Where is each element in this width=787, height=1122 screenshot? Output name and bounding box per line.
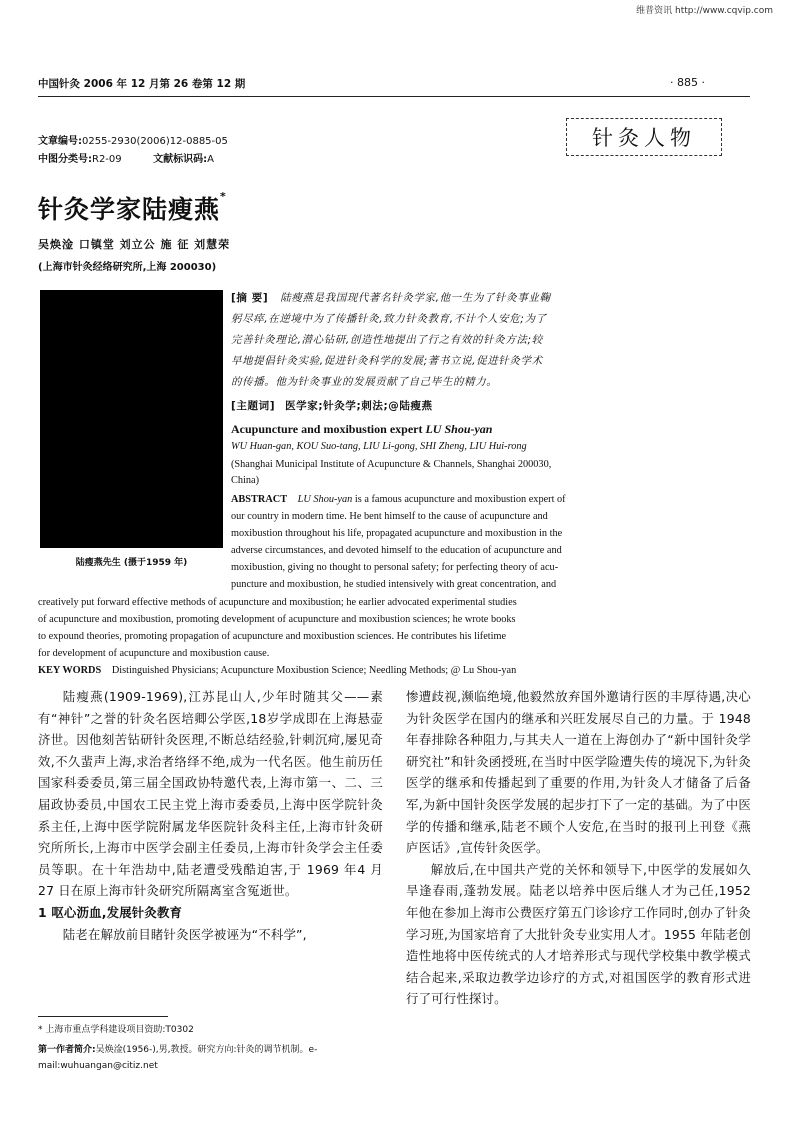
abstract-cn-line: 的传播。他为针灸事业的发展贡献了自己毕生的精力。 [231, 376, 498, 388]
keywords-cn-text: 医学家;针灸学;刺法;@陆瘦燕 [285, 400, 433, 412]
abstract-cn-line: 早地提倡针灸实验,促进针灸科学的发展;著书立说,促进针灸学术 [231, 355, 543, 367]
english-abstract-line: of acupuncture and moxibustion, promoting development of acupuncture and moxibustion sciences; he wrote books [38, 614, 516, 625]
english-keywords-text: Distinguished Physicians; Acupuncture Moxibustion Science; Needling Methods; @ Lu Shou-yan [111, 665, 517, 676]
english-title [231, 423, 492, 435]
authors: 吴焕淦 口镇堂 刘立公 施 征 刘慧荣 [38, 238, 231, 251]
clc-label: 中图分类号: [38, 154, 92, 165]
portrait-photo [40, 290, 223, 548]
doc-code-label: 文献标识码: [153, 154, 208, 165]
english-abstract-label: ABSTRACT [231, 494, 288, 505]
article-number-label: 文章编号: [38, 136, 82, 147]
article-title [38, 190, 227, 226]
body-column-left [38, 686, 383, 945]
english-authors: WU Huan-gan, KOU Suo-tang, LIU Li-gong, SHI Zheng, LIU Hui-rong [231, 441, 527, 452]
english-abstract-line: moxibustion throughout his life, propagated acupuncture and moxibustion in the [231, 528, 563, 539]
footnote-rule [38, 1016, 168, 1017]
english-abstract-line: our country in modern time. He bent himself to the cause of acupuncture and [231, 511, 548, 522]
page-number: · 885 · [670, 76, 705, 89]
english-abstract-line: to expound theories, promoting propagation of acupuncture and moxibustion sciences. He contributes his lifetime [38, 631, 507, 642]
watermark: 维普资讯 http://www.cqvip.com [636, 6, 773, 16]
english-abstract-line [231, 495, 566, 505]
title-text: 针灸学家陆瘦燕 [38, 195, 221, 224]
abstract-cn-line: 完善针灸理论,潜心钻研,创造性地提出了行之有效的针灸方法;较 [231, 334, 543, 346]
english-title-text: Acupuncture and moxibustion expert [231, 422, 426, 436]
english-abstract-line: creatively put forward effective methods of acupuncture and moxibustion; he earlier advocated experimental studies [38, 597, 517, 608]
article-number-value: 0255-2930(2006)12-0885-05 [82, 136, 228, 147]
abstract-cn-label: [摘 要] [231, 292, 269, 304]
english-abstract-name: LU Shou-yan [297, 494, 353, 505]
abstract-cn-line: 躬尽瘁,在逆境中为了传播针灸,致力针灸教育,不计个人安危;为了 [231, 313, 547, 325]
english-abstract-line: adverse circumstances, and devoted himself to the education of acupuncture and [231, 545, 562, 556]
english-affiliation: (Shanghai Municipal Institute of Acupuncture & Channels, Shanghai 200030, [231, 459, 552, 470]
english-abstract-text: is a famous acupuncture and moxibustion expert of [352, 494, 566, 505]
photo-caption: 陆瘦燕先生 (摄于1959 年) [75, 558, 188, 568]
section-heading: 1 呕心沥血,发展针灸教育 [38, 904, 183, 920]
abstract-cn-text: 陆瘦燕是我国现代著名针灸学家,他一生为了针灸事业鞠 [280, 292, 551, 304]
keywords-cn-label: [主题词] [231, 400, 276, 412]
footnote-author [38, 1042, 383, 1074]
title-footnote-mark: * [220, 190, 227, 203]
english-abstract-line: for development of acupuncture and moxibustion cause. [38, 648, 270, 659]
body-paragraph: 陆老在解放前目睹针灸医学被诬为“不科学”, [62, 926, 307, 942]
english-title-name: LU Shou-yan [425, 422, 493, 436]
footnote-fund: * 上海市重点学科建设项目资助:T0302 [38, 1025, 194, 1035]
english-keywords [38, 666, 516, 676]
keywords-cn [231, 401, 433, 412]
english-abstract-line: puncture and moxibustion, he studied intensively with great concentration, and [231, 579, 557, 590]
english-affiliation: China) [231, 475, 260, 486]
header-rule [38, 96, 750, 97]
english-keywords-label: KEY WORDS [38, 665, 102, 676]
body-column-right [406, 686, 751, 1010]
body-paragraph: 陆瘦燕(1909-1969),江苏昆山人,少年时随其父——素有“神针”之誉的针灸名医培卿公学医,18岁学成即在上海悬壶济世。因他刻苦钻研针灸医理,不断总结经验,针刺沉疴,屡见奇效,不久蜚声上海,求治者络绎不绝,成为一代名医。他生前历任国家科委委员,第三届全国政协特邀代表,上海市第一、二、三届政协委员,中国农工民主党上海市委委员,上海中医学院针灸系主任,上海中医学院附属龙华医院针灸科主任,上海市针灸研究所所长,上海市中医学会副主任委员,上海市针灸学会主任委员等职。在十年浩劫中,陆老遭受残酷迫害,于 1969 年4 月 27 日在原上海市针灸研究所隔离室含冤逝世。 [38, 689, 383, 899]
journal-header: 中国针灸 2006 年 12 月第 26 卷第 12 期 [38, 78, 246, 90]
footnote-author-label: 第一作者简介: [38, 1045, 96, 1055]
section-box: 针灸人物 [566, 118, 722, 156]
footnote-author-info: 吴焕淦(1956-),男,教授。研究方向:针灸的调节机制。e-mail:wuhuangan@citiz.net [38, 1045, 318, 1071]
english-abstract-line: moxibustion, giving no thought to personal safety; for perfecting theory of acu- [231, 562, 559, 573]
body-paragraph: 解放后,在中国共产党的关怀和领导下,中医学的发展如久旱逢春雨,蓬勃发展。陆老以培养中医后继人才为己任,1952 年他在参加上海市公费医疗第五门诊诊疗工作同时,创办了针灸学习班,为国家培育了大批针灸专业实用人才。1955 年陆老创造性地将中医传统式的人才培养形式与现代学校集中教学模式结合起来,采取边教学边诊疗的方式,对祖国医学的教育形式进行了可行性探讨。 [406, 861, 751, 1007]
body-paragraph: 惨遭歧视,濒临绝境,他毅然放弃国外邀请行医的丰厚待遇,决心为针灸医学在国内的继承和兴旺发展尽自己的力量。于 1948 年春排除各种阻力,与其夫人一道在上海创办了“新中国针灸学研究社”和针灸函授班,在当时中医学险遭失传的境况下,为针灸医学的继承和传播起到了重要的作用,为针灸人才储备了后备军,为新中国针灸医学发展的起步打下了一定的基础。为了中医学的传播和继承,陆老不顾个人安危,在当时的报刊上刊登《燕庐医话》,宣传针灸医学。 [406, 689, 751, 856]
abstract-cn-line [231, 293, 551, 304]
classification-line [38, 150, 214, 165]
doc-code-value: A [207, 154, 214, 165]
clc-value: R2-09 [92, 154, 122, 165]
article-number [38, 132, 228, 147]
affiliation: (上海市针灸经络研究所,上海 200030) [38, 262, 217, 273]
